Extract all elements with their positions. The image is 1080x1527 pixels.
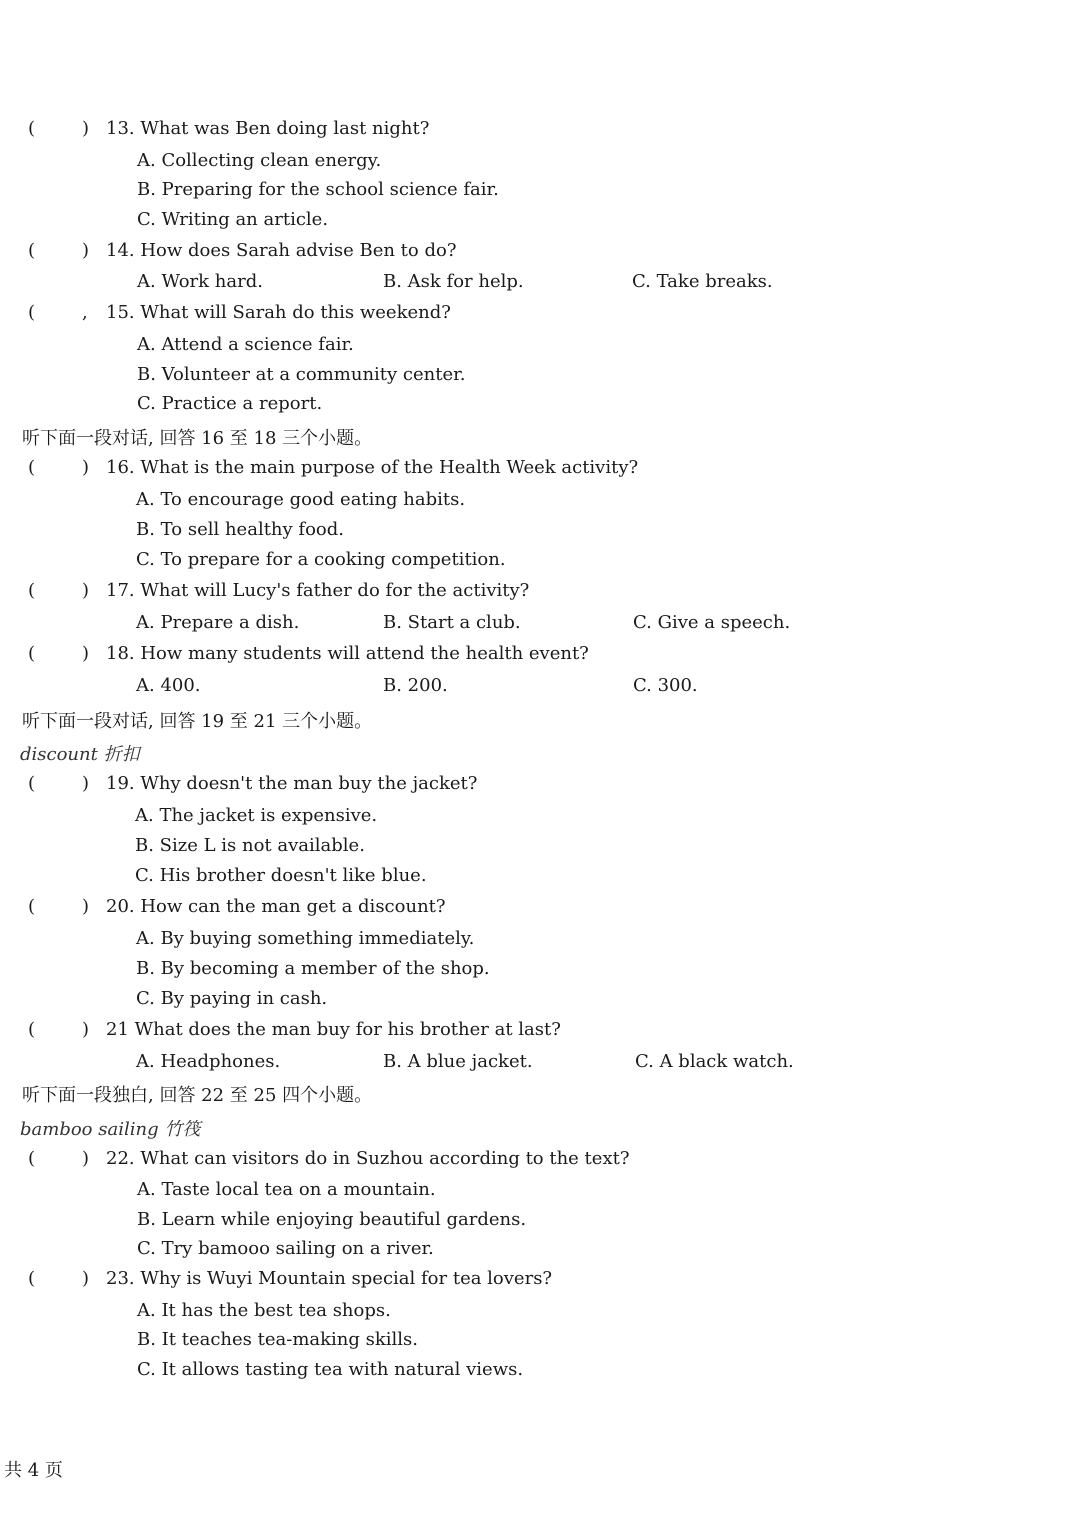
question-stem: 22. What can visitors do in Suzhou according to the text? (106, 1148, 630, 1169)
paren-open: ( (28, 580, 36, 601)
option-c: C. To prepare for a cooking competition. (136, 549, 506, 570)
paren-open: ( (28, 1148, 36, 1169)
option-c: C. Writing an article. (137, 209, 329, 230)
paren-open: ( (28, 1019, 36, 1040)
option-b: B. Learn while enjoying beautiful gardens. (137, 1209, 527, 1230)
paren-close: , (82, 302, 88, 323)
paren-close: ) (82, 773, 90, 794)
option-b: B. Start a club. (383, 612, 521, 633)
paren-open: ( (28, 773, 36, 794)
option-a: A. 400. (136, 675, 201, 696)
paren-open: ( (28, 118, 36, 139)
option-c: C. A black watch. (635, 1051, 794, 1072)
question-stem: 23. Why is Wuyi Mountain special for tea lovers? (106, 1268, 553, 1289)
paren-close: ) (82, 580, 90, 601)
option-a: A. Attend a science fair. (137, 334, 354, 355)
paren-close: ) (82, 1148, 90, 1169)
paren-open: ( (28, 240, 36, 261)
question-stem: 15. What will Sarah do this weekend? (106, 302, 451, 323)
paren-open: ( (28, 457, 36, 478)
section-instruction: 听下面一段对话, 回答 16 至 18 三个小题。 (22, 428, 373, 449)
paren-close: ) (82, 457, 90, 478)
paren-open: ( (28, 896, 36, 917)
option-c: C. By paying in cash. (136, 988, 328, 1009)
option-c: C. Give a speech. (633, 612, 791, 633)
option-b: B. 200. (383, 675, 448, 696)
paren-close: ) (82, 1268, 90, 1289)
question-stem: 20. How can the man get a discount? (106, 896, 446, 917)
option-a: A. Headphones. (136, 1051, 281, 1072)
vocab-note: discount 折扣 (20, 744, 140, 765)
question-stem: 19. Why doesn't the man buy the jacket? (106, 773, 478, 794)
paren-close: ) (82, 240, 90, 261)
option-a: A. Taste local tea on a mountain. (137, 1179, 436, 1200)
option-b: B. Size L is not available. (135, 835, 365, 856)
option-c: C. His brother doesn't like blue. (135, 865, 427, 886)
option-b: B. To sell healthy food. (136, 519, 344, 540)
paren-open: ( (28, 302, 36, 323)
option-a: A. Prepare a dish. (136, 612, 300, 633)
vocab-note: bamboo sailing 竹筏 (20, 1119, 201, 1140)
option-c: C. Take breaks. (632, 271, 773, 292)
option-c: C. It allows tasting tea with natural views. (137, 1359, 524, 1380)
question-stem: 21 What does the man buy for his brother at last? (106, 1019, 561, 1040)
option-a: A. Work hard. (137, 271, 263, 292)
option-a: A. By buying something immediately. (136, 928, 475, 949)
option-a: A. The jacket is expensive. (135, 805, 378, 826)
option-b: B. A blue jacket. (383, 1051, 533, 1072)
question-stem: 16. What is the main purpose of the Health Week activity? (106, 457, 639, 478)
paren-close: ) (82, 896, 90, 917)
question-stem: 14. How does Sarah advise Ben to do? (106, 240, 457, 261)
paren-close: ) (82, 118, 90, 139)
paren-close: ) (82, 643, 90, 664)
section-instruction: 听下面一段对话, 回答 19 至 21 三个小题。 (22, 711, 373, 732)
option-b: B. It teaches tea-making skills. (137, 1329, 419, 1350)
paren-open: ( (28, 1268, 36, 1289)
question-stem: 13. What was Ben doing last night? (106, 118, 430, 139)
section-instruction: 听下面一段独白, 回答 22 至 25 四个小题。 (22, 1085, 373, 1106)
option-c: C. 300. (633, 675, 698, 696)
paren-close: ) (82, 1019, 90, 1040)
option-a: A. To encourage good eating habits. (136, 489, 466, 510)
paren-open: ( (28, 643, 36, 664)
option-a: A. Collecting clean energy. (137, 150, 382, 171)
option-b: B. Ask for help. (383, 271, 524, 292)
option-b: B. Volunteer at a community center. (137, 364, 466, 385)
page-footer: 共 4 页 (4, 1460, 63, 1481)
question-stem: 17. What will Lucy's father do for the activity? (106, 580, 530, 601)
option-a: A. It has the best tea shops. (137, 1300, 391, 1321)
option-b: B. By becoming a member of the shop. (136, 958, 490, 979)
question-stem: 18. How many students will attend the health event? (106, 643, 589, 664)
option-b: B. Preparing for the school science fair. (137, 179, 499, 200)
option-c: C. Practice a report. (137, 393, 323, 414)
option-c: C. Try bamooo sailing on a river. (137, 1238, 434, 1259)
